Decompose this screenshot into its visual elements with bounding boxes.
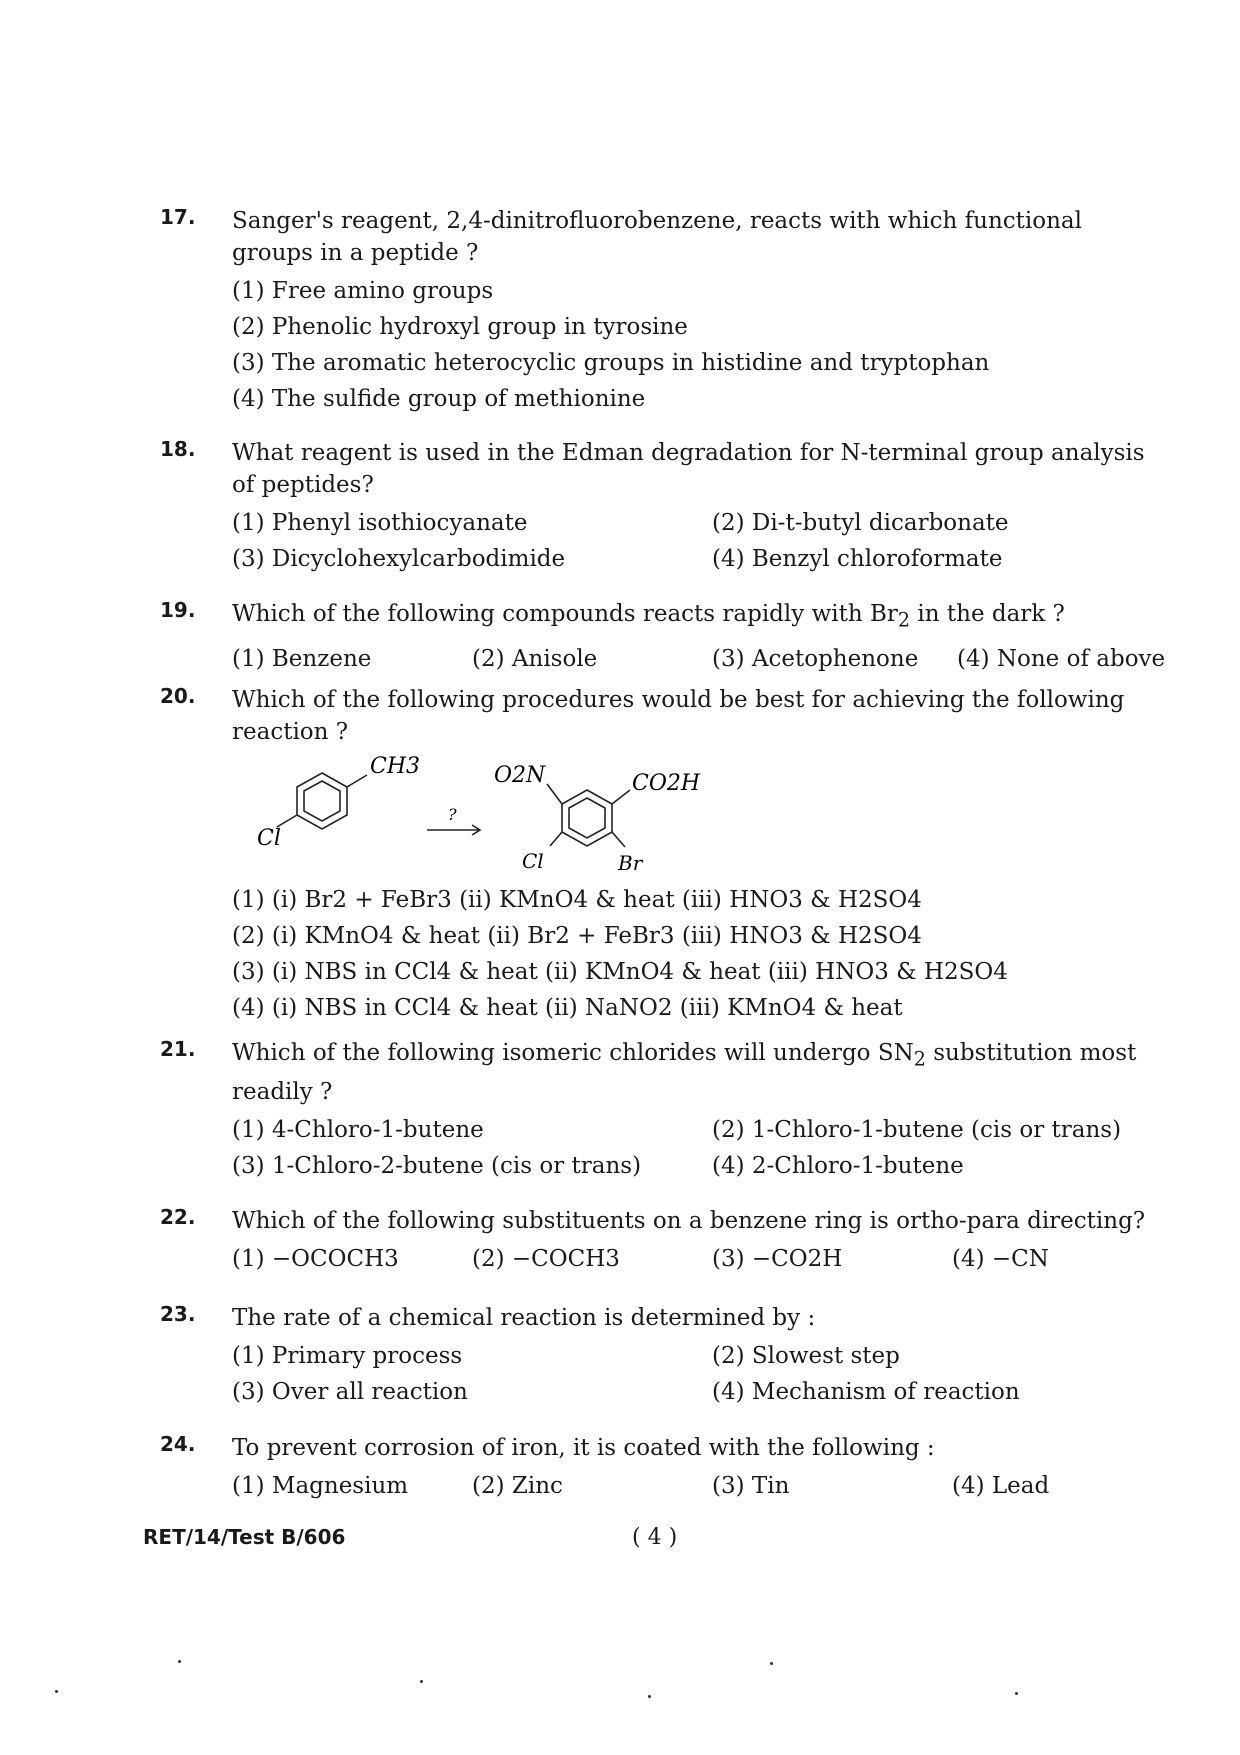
scan-speck — [1015, 1692, 1018, 1695]
question-20 — [160, 684, 1170, 1026]
product-substituent-2: CO2H — [632, 771, 701, 796]
reactant-benzene-ring — [277, 773, 367, 829]
option-3: (3) Acetophenone — [712, 645, 919, 672]
options-grid — [232, 505, 1170, 577]
arrow-label: ? — [448, 805, 457, 824]
question-number: 18. — [160, 437, 196, 461]
reaction-scheme-drawing — [232, 748, 792, 878]
question-number: 20. — [160, 684, 196, 708]
option-4: (4) (i) NBS in CCl4 & heat (ii) NaNO2 (iii) KMnO4 & heat — [232, 995, 903, 1021]
question-23 — [160, 1302, 1170, 1410]
options-list — [232, 882, 1170, 1026]
option-4: (4) Lead — [952, 1473, 1050, 1499]
option-2: (2) Slowest step — [712, 1343, 900, 1369]
option-3: (3) (i) NBS in CCl4 & heat (ii) KMnO4 & heat (iii) HNO3 & H2SO4 — [232, 959, 1008, 985]
option-3: (3) The aromatic heterocyclic groups in histidine and tryptophan — [232, 350, 990, 376]
question-number: 21. — [160, 1037, 196, 1061]
arrow-icon — [427, 825, 480, 835]
option-4: (4) Mechanism of reaction — [712, 1379, 1020, 1405]
option-2: (2) 1-Chloro-1-butene (cis or trans) — [712, 1116, 1122, 1143]
scan-speck — [648, 1695, 651, 1698]
scan-speck — [420, 1680, 423, 1683]
question-19 — [160, 598, 1170, 677]
question-22 — [160, 1205, 1170, 1277]
question-stem: Which of the following substituents on a benzene ring is ortho-para directing? — [232, 1208, 1146, 1234]
question-number: 19. — [160, 598, 196, 622]
option-4: (4) Benzyl chloroformate — [712, 546, 1003, 572]
question-stem: Sanger's reagent, 2,4-dinitrofluorobenzene, reacts with which functional groups in a peptide ? — [232, 208, 1083, 266]
option-3: (3) −CO2H — [712, 1246, 843, 1272]
option-1: (1) −OCOCH3 — [232, 1246, 399, 1272]
question-24 — [160, 1432, 1170, 1504]
question-number: 22. — [160, 1205, 196, 1229]
question-stem: Which of the following isomeric chlorides will undergo $SN_2$ substitution most readily ? — [232, 1040, 1137, 1105]
options-row — [232, 1468, 1170, 1504]
product-benzene-ring — [547, 784, 630, 847]
options-list — [232, 273, 1170, 417]
option-2: (2) Zinc — [472, 1473, 563, 1499]
option-4: (4) −CN — [952, 1246, 1049, 1272]
option-4: (4) None of above — [957, 645, 1166, 672]
scan-speck — [178, 1660, 181, 1663]
footer-code: RET/14/Test B/606 — [143, 1525, 346, 1549]
product-substituent-4: Br — [618, 851, 643, 875]
option-3: (3) 1-Chloro-2-butene (cis or trans) — [232, 1152, 642, 1179]
options-row — [232, 1241, 1170, 1277]
option-3: (3) Over all reaction — [232, 1379, 468, 1405]
options-grid — [232, 1112, 1170, 1184]
option-1: (1) Primary process — [232, 1343, 463, 1369]
option-2: (2) Anisole — [472, 645, 598, 672]
question-number: 23. — [160, 1302, 196, 1326]
option-1: (1) 4-Chloro-1-butene — [232, 1116, 484, 1143]
option-2: (2) (i) KMnO4 & heat (ii) Br2 + FeBr3 (iii) HNO3 & H2SO4 — [232, 923, 922, 949]
question-number: 24. — [160, 1432, 196, 1456]
option-1: (1) Magnesium — [232, 1473, 409, 1499]
options-grid — [232, 1338, 1170, 1410]
question-21 — [160, 1037, 1170, 1184]
scan-speck — [770, 1662, 773, 1665]
options-row — [232, 641, 1170, 677]
option-3: (3) Tin — [712, 1473, 790, 1499]
question-stem: To prevent corrosion of iron, it is coated with the following : — [232, 1435, 935, 1461]
question-stem: The rate of a chemical reaction is determined by : — [232, 1305, 816, 1331]
option-2: (2) Di-t-butyl dicarbonate — [712, 510, 1009, 536]
reactant-substituent-2: Cl — [257, 826, 281, 851]
option-1: (1) Benzene — [232, 645, 372, 672]
scan-speck — [55, 1690, 58, 1693]
option-2: (2) −COCH3 — [472, 1246, 620, 1272]
option-2: (2) Phenolic hydroxyl group in tyrosine — [232, 314, 688, 340]
page-number: ( 4 ) — [632, 1525, 678, 1550]
question-stem: What reagent is used in the Edman degradation for N-terminal group analysis of peptides? — [232, 440, 1145, 498]
option-4: (4) 2-Chloro-1-butene — [712, 1152, 964, 1179]
option-1: (1) Free amino groups — [232, 278, 494, 304]
question-number: 17. — [160, 205, 196, 229]
reactant-substituent-1: CH3 — [370, 754, 421, 779]
product-substituent-1: O2N — [494, 763, 546, 788]
option-1: (1) Phenyl isothiocyanate — [232, 510, 528, 536]
product-substituent-3: Cl — [522, 849, 544, 873]
reaction-scheme — [232, 748, 1170, 878]
question-stem: Which of the following compounds reacts rapidly with $Br_2$ in the dark ? — [232, 601, 1065, 632]
question-stem: Which of the following procedures would be best for achieving the following reaction ? — [232, 687, 1125, 745]
option-3: (3) Dicyclohexylcarbodimide — [232, 546, 566, 572]
question-17 — [160, 205, 1170, 417]
option-4: (4) The sulfide group of methionine — [232, 386, 646, 412]
option-1: (1) (i) Br2 + FeBr3 (ii) KMnO4 & heat (iii) HNO3 & H2SO4 — [232, 887, 922, 913]
question-18 — [160, 437, 1170, 577]
